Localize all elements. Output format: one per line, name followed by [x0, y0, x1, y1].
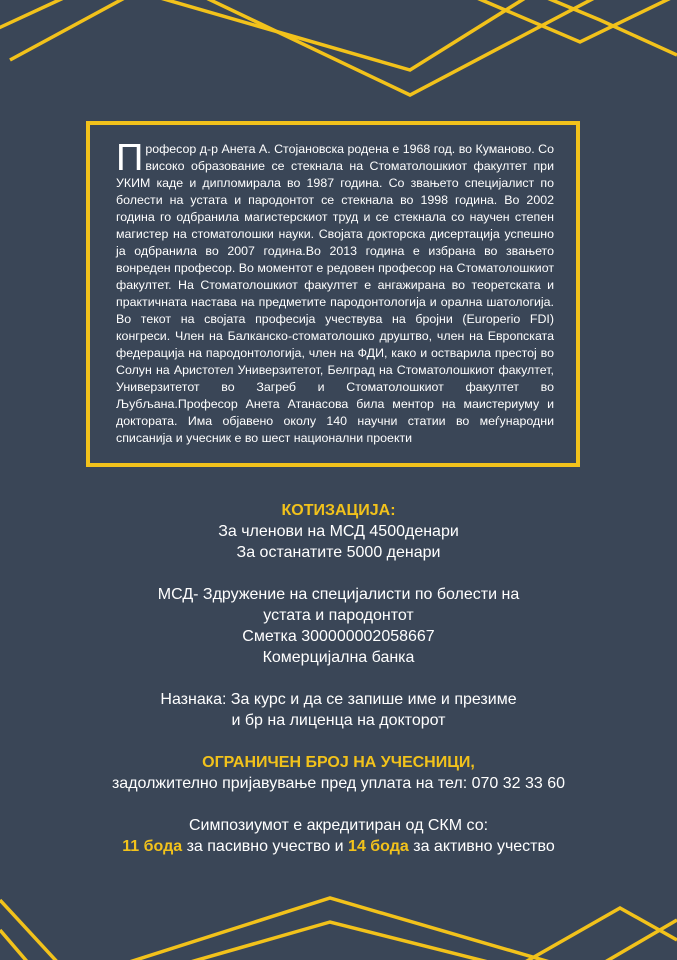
registration-info [0, 500, 677, 857]
top-decorative-lines [0, 0, 677, 110]
limited-heading: ОГРАНИЧЕН БРОЈ НА УЧЕСНИЦИ, [202, 754, 475, 771]
biography-box [86, 121, 580, 467]
bank-line-2: устата и пародонтот [263, 607, 414, 624]
phone-line: задолжително пријавување пред уплата на тел: 070 32 33 60 [111, 775, 566, 792]
fee-others: За останатите 5000 денари [236, 544, 441, 561]
bank-line-1: МСД- Здружение на специјалисти по болести на [157, 586, 520, 603]
biography-body: рофесор д-р Анета А. Стојановска родена е 1968 год. во Куманово. Со високо образование се стекнала на Стоматолошкиот факултет при УКИМ каде и дипломирала во 1987 година. Со звањето специјалист по болести на устата и пародонтот се стекнала во 1998 година. Во 2002 година го одбранила магистерскиот труд и се стекнала со научен степен магистер на стоматолошки науки. Својата докторска дисертација успешно ја одбранила во 2007 година.Во 2013 година е избрана во звањето вонреден професор. Во моментот е редовен професор на Стоматолошкиот факултет. На Стоматолошкиот факултет е ангажирана во теоретската и практичната настава на предметите пародонтологија и орална шатологија. Во текот на својата професија учествува на бројни (Europerio FDI) конгреси. Член на Балканско-стоматолошко друштво, член на Европската федерација на пародонтологија, член на ФДИ, како и остварила престој во Солун на Аристотел Универзитетот, Белград на Стоматолошкиот факултет, Универзитетот во Загреб и Стоматолошкиот факултет во Љубљана.Професор Анета Атанасова била ментор на маистериуму и доктората. Има објавено околу 140 научни статии во меѓународни списанија и учесник е во шест национални проекти [116, 142, 554, 445]
dropcap-letter: П [116, 137, 144, 179]
passive-points: 11 бода [122, 838, 183, 855]
passive-text: за пасивно учество и [182, 838, 349, 855]
accreditation-line: Симпозиумот е акредитиран од СКМ со: [188, 817, 489, 834]
active-points: 14 бода [348, 838, 409, 855]
points-line [0, 836, 677, 857]
bank-account: Сметка 300000002058667 [242, 628, 435, 645]
bank-name: Комерцијална банка [262, 649, 415, 666]
note-line-1: Назнака: За курс и да се запише име и презиме [160, 691, 517, 708]
bottom-decorative-lines [0, 860, 677, 960]
fees-heading: КОТИЗАЦИЈА: [281, 502, 396, 519]
note-line-2: и бр на лиценца на докторот [231, 712, 446, 729]
active-text: за активно учество [408, 838, 555, 855]
fee-members: За членови на МСД 4500денари [218, 523, 459, 540]
biography-text [116, 137, 554, 447]
